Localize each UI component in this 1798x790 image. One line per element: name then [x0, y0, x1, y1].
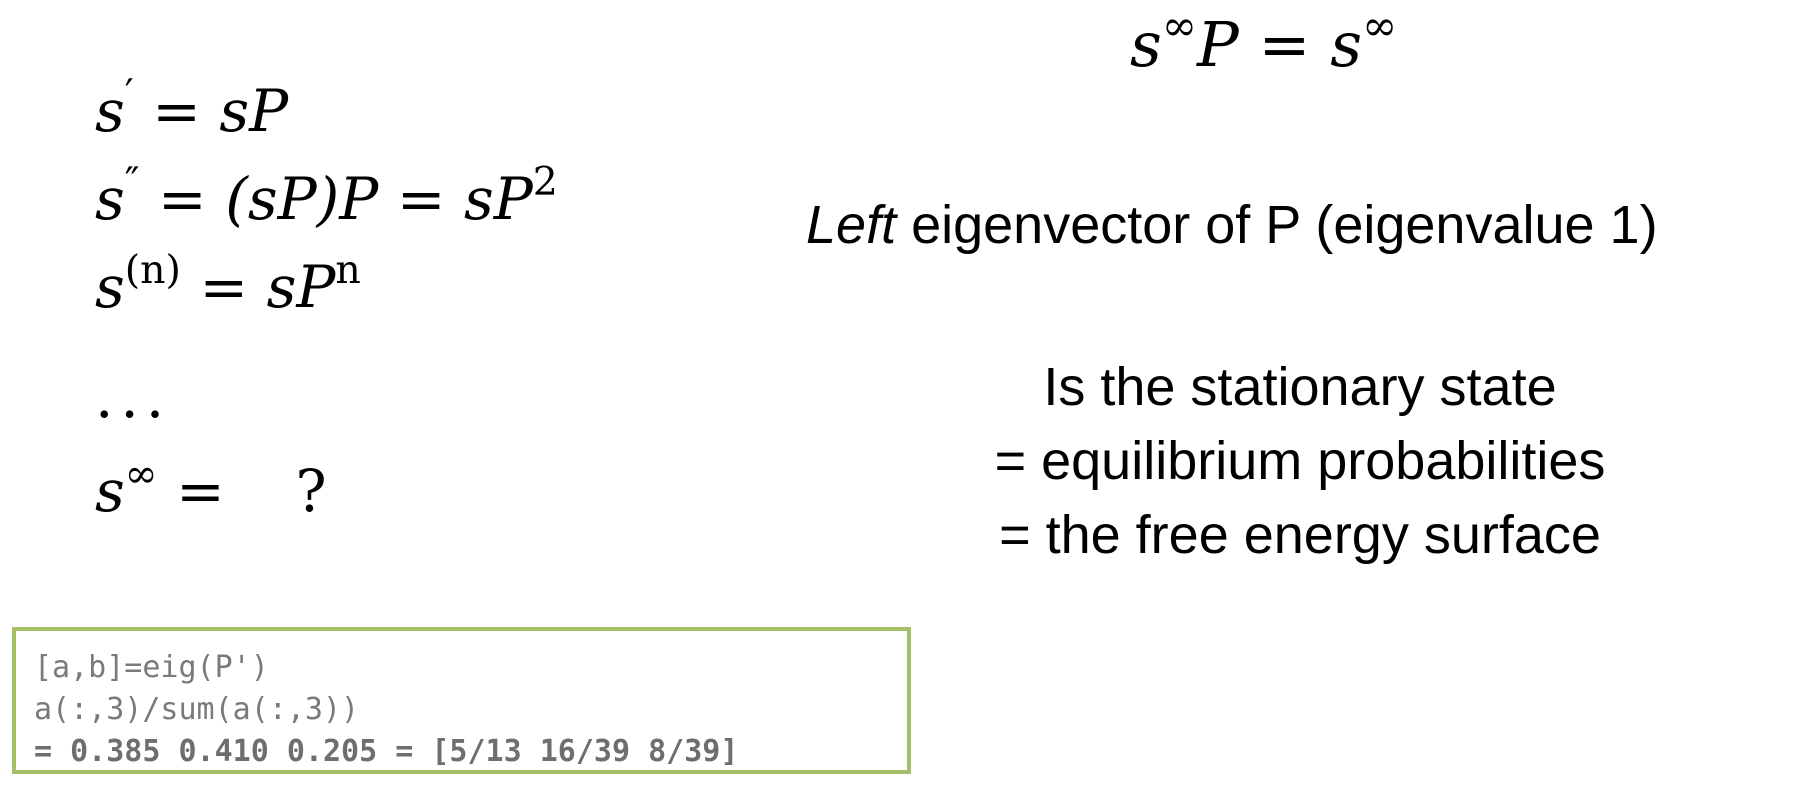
equation-s-prime: s′ = sP [95, 70, 289, 145]
code-box [12, 627, 911, 774]
stationary-rhs-sup: ∞ [1362, 1, 1398, 51]
eq3-lhs-sup: (n) [124, 246, 181, 293]
stationary-line: Is the stationary state [1043, 357, 1557, 417]
left-eigenvector-italic: Left [806, 195, 897, 255]
eq1-lhs-base: s [95, 77, 125, 145]
eq3-lhs-base: s [95, 253, 125, 321]
stationary-lhs-base: s [1130, 8, 1162, 81]
equation-stationary: s∞P = s∞ [1130, 1, 1398, 81]
eq2-rhs-sup: 2 [532, 158, 558, 205]
eq3-rhs-base: sP [266, 253, 336, 321]
stationary-lhs-sup: ∞ [1161, 1, 1197, 51]
eq1-rhs: sP [219, 77, 289, 145]
eq2-lhs-sup: ″ [124, 158, 140, 205]
equation-s-n: $s^{(n)} = sP^n$ [95, 246, 361, 321]
stationary-line: = the free energy surface [999, 505, 1601, 565]
eq2-lhs-base: s [95, 165, 125, 233]
stationary-line: = equilibrium probabilities [994, 431, 1606, 491]
eq2-mid: (sP)P [225, 165, 379, 233]
equation-ellipsis [95, 363, 172, 431]
eq5-question: ? [295, 457, 327, 525]
eq3-rhs-sup: n [335, 246, 361, 293]
eq1-lhs-sup: ′ [124, 70, 134, 117]
code-line-result: = 0.385 0.410 0.205 = [5/13 16/39 8/39] [34, 734, 739, 769]
code-line-normalize: a(:,3)/sum(a(:,3)) [34, 692, 360, 727]
equation-s-double-prime: $s'' = (sP)P = sP^2$ [95, 158, 558, 233]
ellipsis: ... [95, 363, 172, 431]
stationary-explanation [900, 350, 1700, 572]
eq5-lhs-sup: ∞ [124, 450, 158, 497]
stationary-lhs-tail: P [1196, 8, 1239, 81]
code-line-eig: [a,b]=eig(P') [34, 650, 269, 685]
left-eigenvector-text [806, 194, 1658, 256]
left-eigenvector-rest: eigenvector of P (eigenvalue 1) [896, 195, 1658, 255]
equation-s-infinity: s∞ = ? [95, 450, 327, 525]
eq2-rhs-base: sP [463, 165, 533, 233]
eq5-lhs-base: s [95, 457, 125, 525]
stationary-rhs-base: s [1330, 8, 1363, 81]
